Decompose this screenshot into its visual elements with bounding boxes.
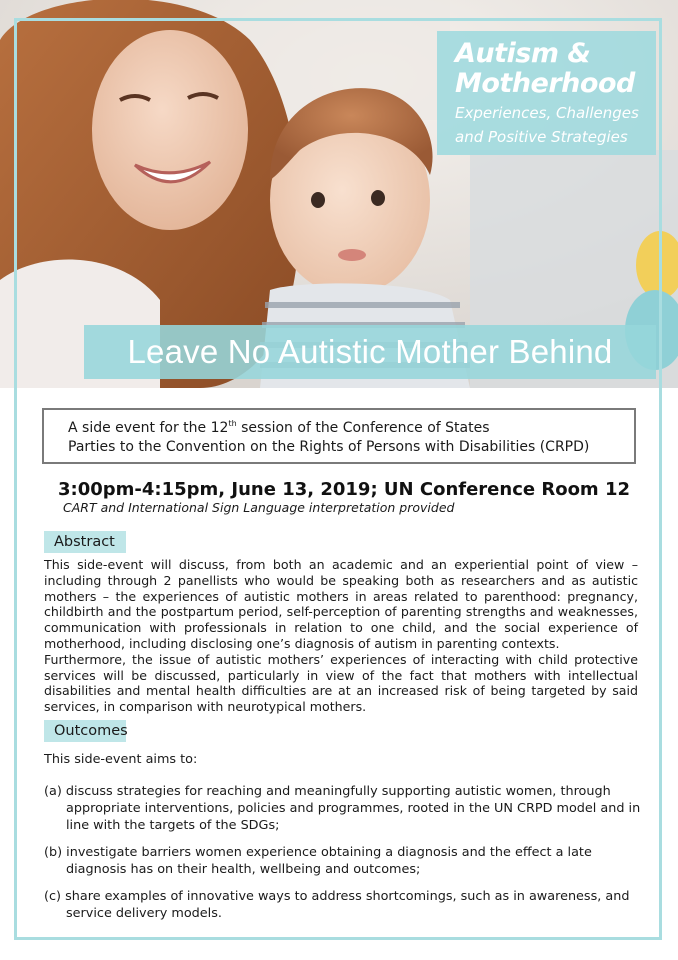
banner-slogan: Leave No Autistic Mother Behind	[84, 325, 656, 379]
side-event-box	[42, 408, 636, 464]
outcome-item-c: (c) share examples of innovative ways to address shortcomings, such as in awareness, and service delivery models.	[44, 889, 630, 921]
abstract-text	[44, 557, 638, 715]
side-event-line1-pre: A side event for the 12	[68, 420, 229, 436]
side-event-line1	[68, 419, 624, 438]
event-time: 3:00pm-4:15pm, June 13, 2019; UN Conference Room 12	[58, 479, 631, 500]
interpretation-note: CART and International Sign Language interpretation provided	[63, 500, 455, 515]
side-event-line1-sup: th	[228, 419, 237, 428]
title-box	[437, 31, 656, 155]
event-subtitle-line2: and Positive Strategies	[455, 128, 628, 146]
abstract-paragraph-1: This side-event will discuss, from both an academic and an experiential point of view – including through 2 panellists who would be speaking both as researchers and as autistic mothers – the experiences of autistic mothers in areas related to parenthood: pregnancy, childbirth and the postpartum period, self-perception of parenting strengths and weaknesses, communication with professionals in relation to one child, and the social experience of motherhood, including disclosing one’s diagnosis of autism in parenting contexts.	[44, 557, 638, 651]
outcomes-heading: Outcomes	[44, 720, 126, 742]
outcomes-intro: This side-event aims to:	[44, 752, 198, 767]
outcome-item-b: (b) investigate barriers women experience obtaining a diagnosis and the effect a late diagnosis has on their health, wellbeing and outcomes;	[44, 845, 592, 877]
outcome-item-a: (a) discuss strategies for reaching and meaningfully supporting autistic women, through appropriate interventions, policies and programmes, rooted in the UN CRPD model and in line with the targets of the SDGs;	[44, 784, 641, 833]
abstract-paragraph-2: Furthermore, the issue of autistic mothers’ experiences of interacting with child protective services will be discussed, particularly in view of the fact that mothers with intellectual disabilities and mental health difficulties are at an increased risk of being targeted by said services, in comparison with neurotypical mothers.	[44, 651, 638, 715]
abstract-heading: Abstract	[44, 531, 126, 553]
event-subtitle-line1: Experiences, Challenges	[455, 104, 639, 122]
side-event-line1-post: session of the Conference of States	[236, 420, 490, 436]
side-event-line2: Parties to the Convention on the Rights of Persons with Disabilities (CRPD)	[68, 439, 590, 455]
event-title-line1: Autism &	[455, 38, 591, 69]
event-title-line2: Motherhood	[455, 68, 635, 99]
